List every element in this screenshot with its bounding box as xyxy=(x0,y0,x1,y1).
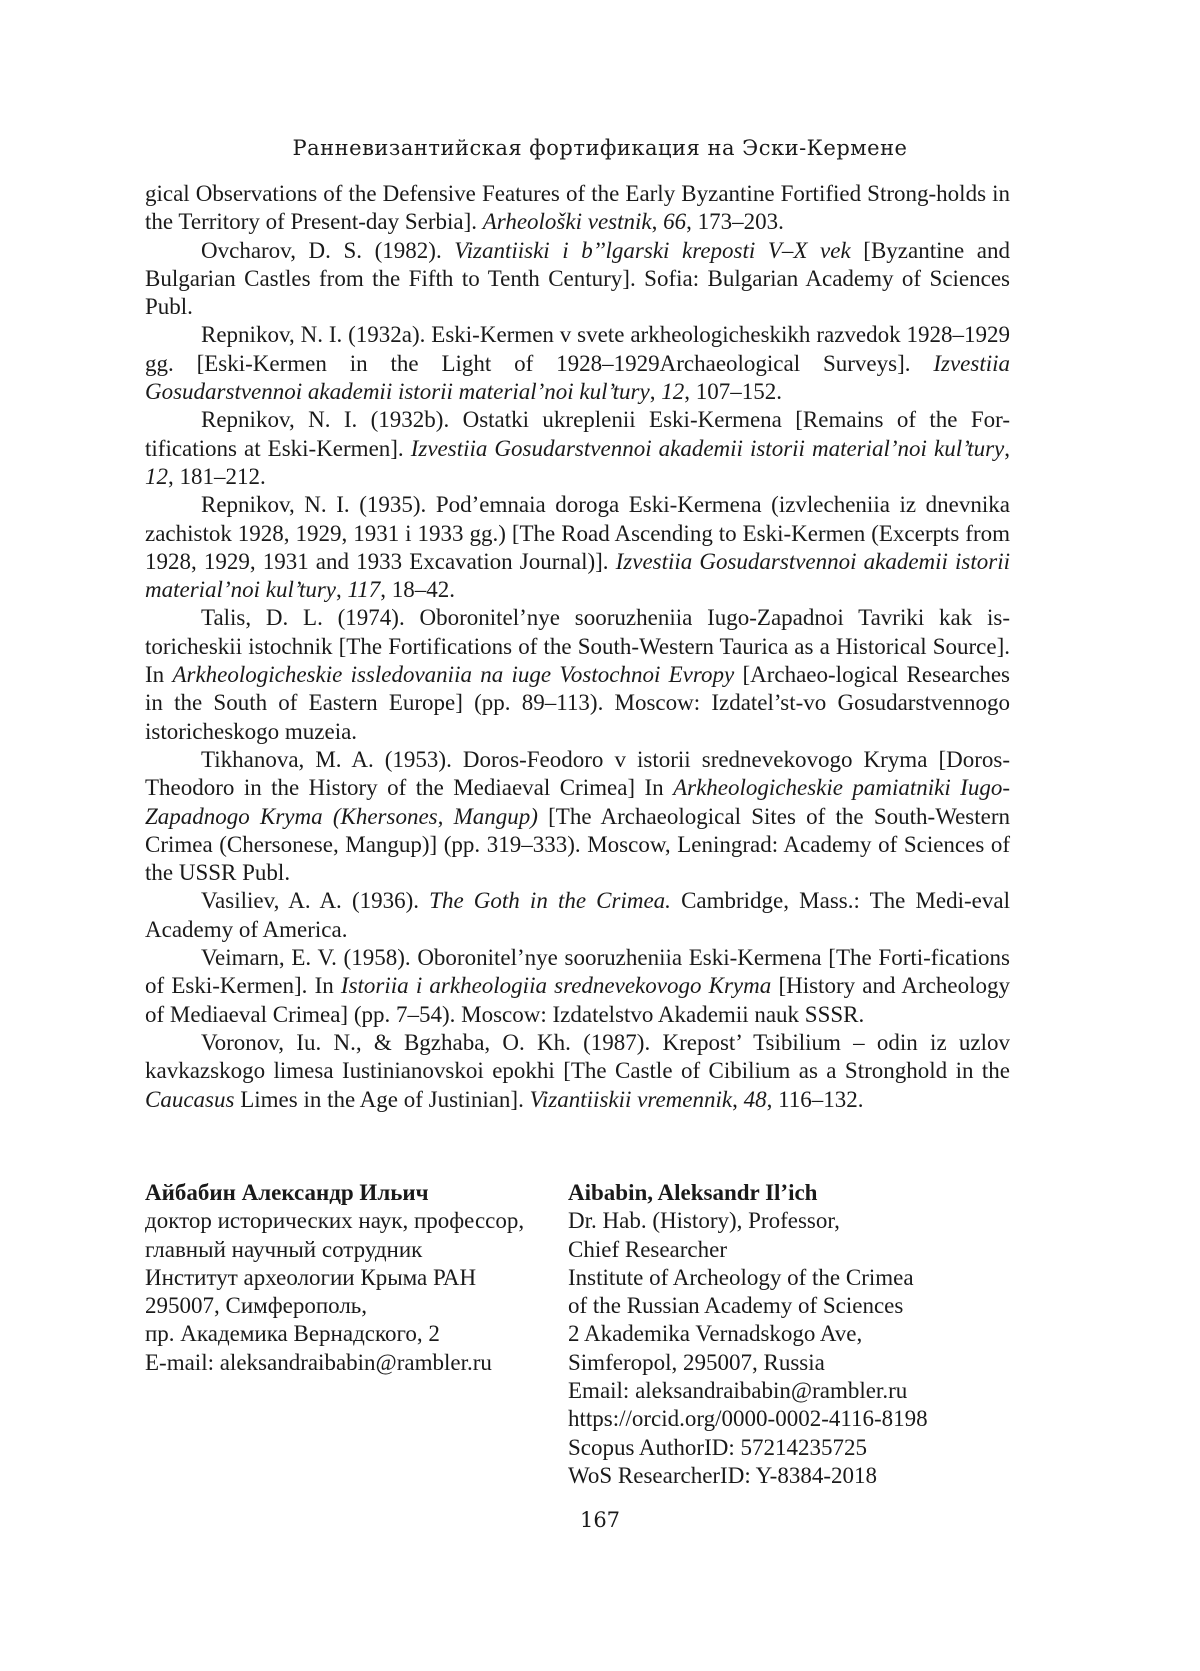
reference-title-italic: Caucasus xyxy=(145,1086,235,1112)
reference-title-italic: Izvestiia Gosudarstvennoi akademii istorii material’noi kul’tury xyxy=(410,435,1005,461)
author-detail-line: 295007, Симферополь, xyxy=(145,1293,368,1319)
reference-entry xyxy=(145,604,1010,745)
reference-entry xyxy=(145,887,1010,944)
reference-title-italic: 48 xyxy=(743,1086,767,1112)
reference-text: , 181–212. xyxy=(168,463,266,489)
reference-entry xyxy=(145,406,1010,491)
reference-entry xyxy=(145,180,1010,237)
reference-text: , 107–152. xyxy=(684,379,782,405)
reference-entry xyxy=(145,321,1010,406)
reference-title-italic: The Goth in the Crimea. xyxy=(429,888,671,914)
reference-list xyxy=(145,180,1010,1114)
reference-title-italic: 12 xyxy=(145,463,168,489)
reference-text: , xyxy=(336,577,348,603)
reference-title-italic: 12 xyxy=(661,379,685,405)
reference-text: , 18–42. xyxy=(380,577,456,603)
author-detail-line: Simferopol, 295007, Russia xyxy=(568,1349,825,1375)
author-wos-id: WoS ResearcherID: Y-8384-2018 xyxy=(568,1462,877,1488)
author-scopus-id: Scopus AuthorID: 57214235725 xyxy=(568,1434,867,1460)
reference-title-italic: Arheološki vestnik xyxy=(482,209,652,235)
author-detail-line: Институт археологии Крыма РАН xyxy=(145,1264,477,1290)
reference-title-italic: Izvestiia Gosudarstvennoi akademii istorii material’noi kul’tury xyxy=(145,548,1010,603)
author-info-english xyxy=(568,1179,1008,1490)
reference-title-italic: 66 xyxy=(663,209,687,235)
reference-text: Repnikov, N. I. (1935). Pod’emnaia doroga Eski-Kermena (izvlecheniia iz dnevnika zachistok 1928, 1929, 1931 i 1933 gg.) [The Road Ascending to Eski-Kermen (Excerpts from 1928, 1929, 1931 and 1933 Excavation Journal)]. xyxy=(145,492,1010,574)
author-detail-line: пр. Академика Вернадского, 2 xyxy=(145,1321,440,1347)
reference-title-italic: Vizantiiski i b’’lgarski kreposti V–X vek xyxy=(454,237,851,263)
reference-title-italic: Arkheologicheskie pamiatniki Iugo-Zapadnogo Kryma (Khersones, Mangup) xyxy=(145,775,1010,829)
page-number: 167 xyxy=(579,1508,621,1532)
reference-title-italic: Arkheologicheskie issledovaniia na iuge Vostochnoi Evropy xyxy=(172,662,735,688)
reference-text: Repnikov, N. I. (1932b). Ostatki ukreplenii Eski-Kermena [Remains of the For-tifications at Eski-Kermen]. xyxy=(145,407,1010,461)
reference-entry xyxy=(145,944,1010,1029)
reference-text: [History and Archeology of Mediaeval Crimea] (pp. 7–54). Moscow: Izdatelstvo Akademii nauk SSSR. xyxy=(145,973,1010,1027)
author-name-ru: Айбабин Александр Ильич xyxy=(145,1180,429,1205)
reference-text: [The Archaeological Sites of the South-Western Crimea (Chersonese, Mangup)] (pp. 319–333). Moscow, Leningrad: Academy of Sciences of the USSR Publ. xyxy=(145,803,1010,886)
author-detail-line: Chief Researcher xyxy=(568,1236,728,1262)
reference-text: , xyxy=(732,1086,744,1112)
reference-title-italic: Istoriia i arkheologiia srednevekovogo Kryma xyxy=(340,973,772,999)
reference-text: Ovcharov, D. S. (1982). xyxy=(201,237,455,263)
reference-entry xyxy=(145,237,1010,322)
reference-text: [Archaeo-logical Researches in the South of Eastern Europe] (pp. 89–113). Moscow: Izdatel’st-vo Gosudarstvennogo istoricheskogo muzeia. xyxy=(145,662,1010,744)
reference-text: Cambridge, Mass.: The Medi-eval Academy of America. xyxy=(145,888,1010,942)
reference-text: Veimarn, E. V. (1958). Oboronitel’nye sooruzheniia Eski-Kermena [The Forti-fications of Eski-Kermen]. In xyxy=(145,945,1010,999)
reference-text: , 116–132. xyxy=(766,1086,864,1112)
reference-text: gical Observations of the Defensive Features of the Early Byzantine Fortified Strong-holds in the Territory of Present-day Serbia]. xyxy=(145,181,1010,235)
reference-text: , 173–203. xyxy=(686,209,784,235)
reference-text: Limes in the Age of Justinian]. xyxy=(234,1086,530,1112)
reference-title-italic: Vizantiiskii vremennik xyxy=(529,1086,733,1112)
author-detail-line: доктор исторических наук, профессор, xyxy=(145,1208,525,1234)
author-detail-line: главный научный сотрудник xyxy=(145,1236,423,1262)
reference-text: Tikhanova, M. A. (1953). Doros-Feodoro v istorii srednevekovogo Kryma [Doros-Theodoro in the History of the Mediaeval Crimea] In xyxy=(145,746,1010,801)
reference-title-italic: Izvestiia Gosudarstvennoi akademii istorii material’noi kul’tury xyxy=(145,350,1010,405)
reference-text: , xyxy=(1004,435,1010,461)
author-info-russian xyxy=(145,1179,555,1377)
author-email-en: Email: aleksandraibabin@rambler.ru xyxy=(568,1378,908,1404)
reference-text: Talis, D. L. (1974). Oboronitel’nye sooruzheniia Iugo-Zapadnoi Tavriki kak is-toricheskii istochnik [The Fortifications of the South-Western Taurica as a Historical Source]. In xyxy=(145,605,1010,688)
author-detail-line: Institute of Archeology of the Crimea xyxy=(568,1264,914,1290)
author-detail-line: Dr. Hab. (History), Professor, xyxy=(568,1208,840,1234)
author-email-ru: E-mail: aleksandraibabin@rambler.ru xyxy=(145,1349,492,1375)
reference-entry xyxy=(145,746,1010,887)
reference-text: Repnikov, N. I. (1932a). Eski-Kermen v svete arkheologicheskikh razvedok 1928–1929 gg. [Eski-Kermen in the Light of 1928–1929Archaeological Surveys]. xyxy=(145,322,1010,376)
running-header: Ранневизантийская фортификация на Эски-Кермене xyxy=(292,136,908,160)
reference-text: [Byzantine and Bulgarian Castles from the Fifth to Tenth Century]. Sofia: Bulgarian Academy of Sciences Publ. xyxy=(145,237,1010,320)
reference-text: , xyxy=(651,209,664,235)
reference-text: , xyxy=(649,379,662,405)
author-detail-line: of the Russian Academy of Sciences xyxy=(568,1293,904,1319)
reference-title-italic: 117 xyxy=(347,577,381,603)
reference-text: Voronov, Iu. N., & Bgzhaba, O. Kh. (1987). Krepost’ Tsibilium – odin iz uzlov kavkazskogo limesa Iustinianovskoi epokhi [The Castle of Cibilium as a Stronghold in the xyxy=(145,1029,1010,1084)
author-name-en: Aibabin, Aleksandr Il’ich xyxy=(568,1180,818,1205)
reference-entry xyxy=(145,491,1010,604)
reference-text: Vasiliev, A. A. (1936). xyxy=(201,888,430,914)
author-detail-line: 2 Akademika Vernadskogo Ave, xyxy=(568,1321,863,1347)
reference-entry xyxy=(145,1029,1010,1114)
author-orcid: https://orcid.org/0000-0002-4116-8198 xyxy=(568,1406,928,1432)
